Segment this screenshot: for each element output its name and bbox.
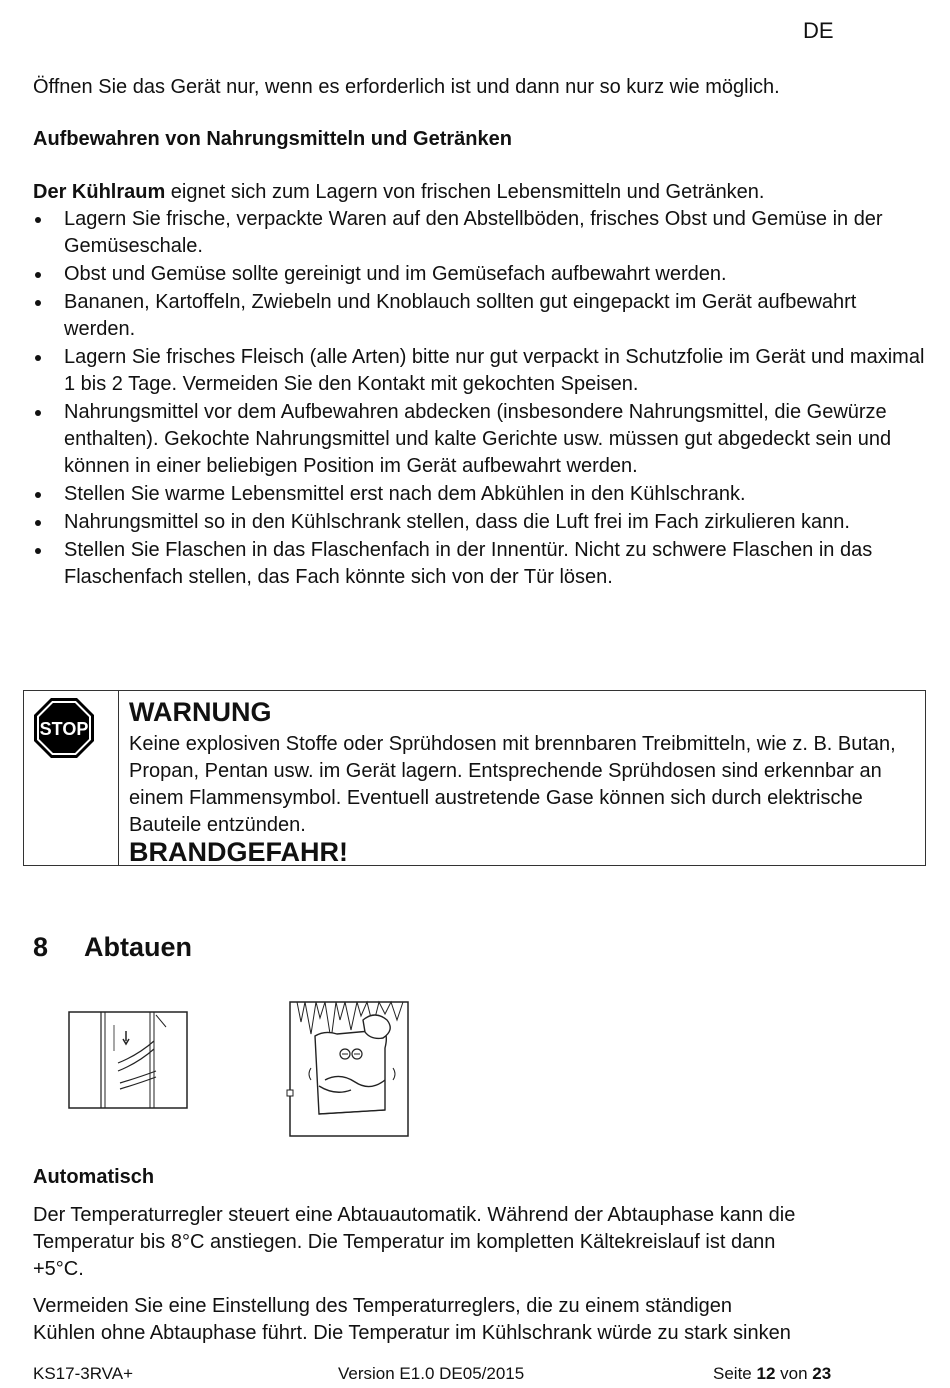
list-item: Lagern Sie frisches Fleisch (alle Arten) bitte nur gut verpackt in Schutzfolie im Gerät und maximal 1 bis 2 Tage. Vermeiden Sie den Kontakt mit gekochten Speisen. — [33, 344, 933, 398]
warning-text: Keine explosiven Stoffe oder Sprühdosen mit brennbaren Treibmitteln, wie z. B. Butan, Propan, Pentan usw. im Gerät lagern. Entsprechende Sprühdosen sind erkennbar an einem Flammensymbol. Eventuell austretende Gase können sich durch elektrische Bauteile entzünden. — [129, 733, 896, 836]
automatic-heading: Automatisch — [33, 1166, 155, 1188]
storage-heading: Aufbewahren von Nahrungsmitteln und Getränken — [33, 128, 512, 150]
storage-lead-bold: Der Kühlraum — [33, 181, 166, 203]
storage-lead-rest: eignet sich zum Lagern von frischen Lebensmitteln und Getränken. — [165, 181, 765, 203]
list-item: Lagern Sie frische, verpackte Waren auf den Abstellböden, frisches Obst und Gemüse in der Gemüseschale. — [33, 206, 933, 260]
footer-page-mid: von — [775, 1364, 813, 1383]
storage-bullet-list — [33, 206, 933, 592]
automatic-paragraph-1-line-2: Temperatur bis 8°C anstiegen. Die Temperatur im kompletten Kältekreislauf ist dann — [33, 1231, 776, 1253]
stop-label: STOP — [39, 719, 89, 739]
footer-version: Version E1.0 DE05/2015 — [338, 1364, 525, 1383]
automatic-paragraph-2-line-2: Kühlen ohne Abtauphase führt. Die Temperatur im Kühlschrank würde zu stark sinken — [33, 1322, 791, 1344]
list-item: Nahrungsmittel vor dem Aufbewahren abdecken (insbesondere Nahrungsmittel, die Gewürze enthalten). Gekochte Nahrungsmittel und kalte Gerichte usw. müssen gut abgedeckt sein und können in einer beliebigen Position im Gerät aufbewahrt werden. — [33, 399, 933, 480]
list-item: Bananen, Kartoffeln, Zwiebeln und Knoblauch sollten gut eingepackt im Gerät aufbewahrt werden. — [33, 289, 933, 343]
list-item: Stellen Sie Flaschen in das Flaschenfach in der Innentür. Nicht zu schwere Flaschen in das Flaschenfach stellen, das Fach könnte sich von der Tür lösen. — [33, 537, 933, 591]
footer-page — [713, 1364, 831, 1384]
automatic-paragraph-1-line-1: Der Temperaturregler steuert eine Abtauautomatik. Während der Abtauphase kann die — [33, 1204, 796, 1226]
warning-box — [23, 690, 926, 866]
automatic-paragraph-2-line-1: Vermeiden Sie eine Einstellung des Temperaturreglers, die zu einem ständigen — [33, 1295, 732, 1317]
defrost-cartoon-illustration — [285, 1000, 411, 1138]
footer-page-prefix: Seite — [713, 1364, 757, 1383]
freezer-drip-illustration — [68, 1011, 188, 1109]
section-number: 8 — [33, 932, 49, 962]
warning-title: WARNUNG — [129, 697, 272, 727]
storage-lead — [33, 179, 765, 206]
automatic-paragraph-1-line-3: +5°C. — [33, 1258, 84, 1280]
warning-danger: BRANDGEFAHR! — [129, 837, 348, 867]
stop-sign-icon — [33, 697, 95, 759]
intro-text: Öffnen Sie das Gerät nur, wenn es erforderlich ist und dann nur so kurz wie möglich. — [33, 76, 780, 98]
footer-page-total: 23 — [812, 1364, 832, 1383]
list-item: Stellen Sie warme Lebensmittel erst nach dem Abkühlen in den Kühlschrank. — [33, 481, 933, 508]
list-item: Nahrungsmittel so in den Kühlschrank stellen, dass die Luft frei im Fach zirkulieren kann. — [33, 509, 933, 536]
footer-page-number: 12 — [756, 1364, 776, 1383]
section-title: Abtauen — [84, 932, 192, 962]
footer-model: KS17-3RVA+ — [33, 1364, 134, 1383]
list-item: Obst und Gemüse sollte gereinigt und im Gemüsefach aufbewahrt werden. — [33, 261, 933, 288]
language-code: DE — [803, 18, 834, 43]
warning-divider — [118, 691, 119, 865]
